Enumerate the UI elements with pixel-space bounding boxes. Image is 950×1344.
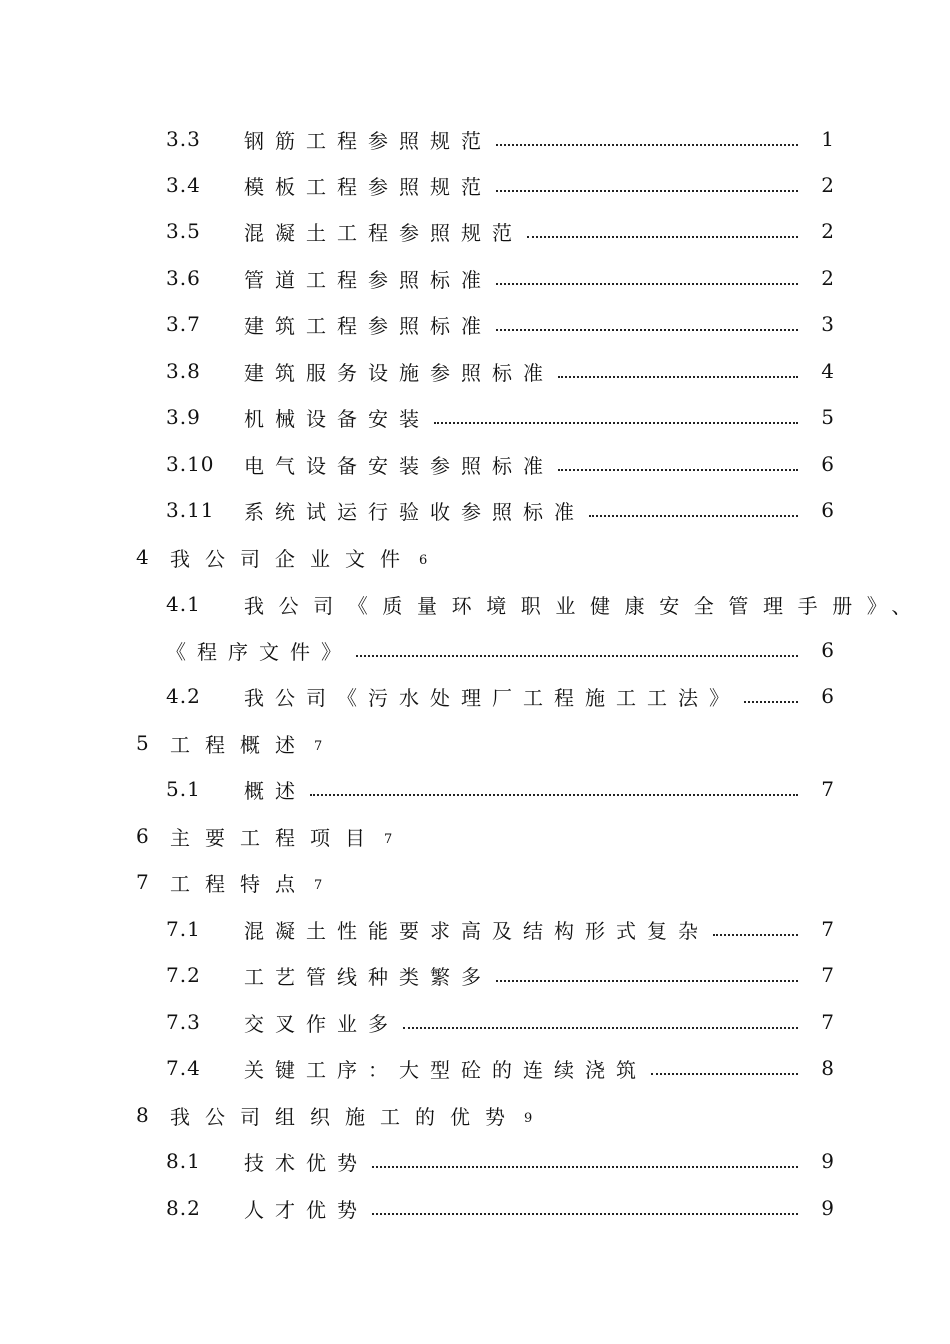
toc-entry-title: 钢筋工程参照规范 <box>244 128 492 153</box>
toc-chapter-number: 7 <box>136 870 149 894</box>
toc-entry-number: 5.1 <box>166 777 201 801</box>
toc-entry[interactable] <box>166 487 834 533</box>
toc-chapter-number: 8 <box>136 1103 149 1127</box>
toc-entry-title: 电气设备安装参照标准 <box>244 453 554 478</box>
toc-entry[interactable] <box>166 952 834 998</box>
toc-chapter-title: 主要工程项目 <box>170 825 380 850</box>
toc-chapter[interactable] <box>136 720 836 766</box>
toc-entry-title: 技术优势 <box>244 1150 368 1175</box>
toc-chapter[interactable] <box>136 534 836 580</box>
dot-leader <box>372 1164 798 1168</box>
toc-entry-title: 交叉作业多 <box>244 1011 399 1036</box>
toc-entry-page: 8 <box>821 1056 834 1080</box>
toc-chapter-page: 6 <box>419 552 428 568</box>
toc-entry[interactable] <box>166 1185 834 1231</box>
toc-entry-page: 2 <box>821 173 834 197</box>
toc-entry[interactable] <box>166 906 834 952</box>
toc-entry-number: 8.1 <box>166 1149 201 1173</box>
dot-leader <box>527 234 798 238</box>
toc-entry-page: 3 <box>821 312 834 336</box>
dot-leader <box>744 699 798 703</box>
toc-entry-title: 管道工程参照标准 <box>244 267 492 292</box>
toc-chapter[interactable] <box>136 859 836 905</box>
toc-entry[interactable] <box>166 301 834 347</box>
toc-entry-title: 《程序文件》 <box>166 639 352 664</box>
toc-entry-number: 4.2 <box>166 684 201 708</box>
toc-entry-title: 建筑工程参照标准 <box>244 313 492 338</box>
toc-chapter-page: 7 <box>314 877 323 893</box>
toc-entry[interactable] <box>166 999 834 1045</box>
toc-entry-page: 2 <box>821 219 834 243</box>
toc-entry-number: 3.9 <box>166 405 201 429</box>
toc-entry-title: 概述 <box>244 778 306 803</box>
toc-chapter-number: 4 <box>136 545 149 569</box>
toc-entry-page: 7 <box>821 917 834 941</box>
dot-leader <box>496 281 798 285</box>
toc-entry-title: 建筑服务设施参照标准 <box>244 360 554 385</box>
toc-entry-number: 3.11 <box>166 498 215 522</box>
dot-leader <box>558 374 798 378</box>
toc-entry-number: 7.3 <box>166 1010 201 1034</box>
toc-entry[interactable] <box>166 673 834 719</box>
toc-entry[interactable] <box>166 441 834 487</box>
toc-entry-title: 混凝土工程参照规范 <box>244 220 523 245</box>
toc-entry-title: 工艺管线种类繁多 <box>244 964 492 989</box>
toc-entry-number: 8.2 <box>166 1196 201 1220</box>
toc-entry-title: 关键工序：大型砼的连续浇筑 <box>244 1057 647 1082</box>
toc-chapter-title: 我公司组织施工的优势 <box>170 1104 520 1129</box>
toc-entry[interactable] <box>166 116 834 162</box>
toc-entry-number: 3.7 <box>166 312 201 336</box>
dot-leader <box>496 978 798 982</box>
dot-leader <box>310 792 798 796</box>
toc-entry-page: 7 <box>821 777 834 801</box>
toc-entry-title: 我公司《质量环境职业健康安全管理手册》、 <box>244 593 926 618</box>
toc-entry[interactable] <box>166 348 834 394</box>
toc-entry-continuation[interactable] <box>166 627 834 673</box>
dot-leader <box>651 1071 798 1075</box>
toc-chapter-number: 6 <box>136 824 149 848</box>
toc-entry-number: 7.4 <box>166 1056 201 1080</box>
toc-entry-number: 3.6 <box>166 266 201 290</box>
toc-chapter-page: 7 <box>314 738 323 754</box>
toc-entry-page: 2 <box>821 266 834 290</box>
toc-entry-page: 6 <box>821 638 834 662</box>
dot-leader <box>558 467 798 471</box>
dot-leader <box>434 420 798 424</box>
toc-entry-title: 系统试运行验收参照标准 <box>244 499 585 524</box>
toc-entry-title: 机械设备安装 <box>244 406 430 431</box>
toc-entry-number: 3.10 <box>166 452 215 476</box>
toc-entry[interactable] <box>166 1045 834 1091</box>
toc-entry-page: 7 <box>821 1010 834 1034</box>
toc-entry-page: 5 <box>821 405 834 429</box>
toc-entry-number: 3.3 <box>166 127 201 151</box>
toc-chapter[interactable] <box>136 1092 836 1138</box>
dot-leader <box>713 932 798 936</box>
dot-leader <box>589 513 798 517</box>
toc-entry-number: 3.5 <box>166 219 201 243</box>
toc-entry-title: 模板工程参照规范 <box>244 174 492 199</box>
toc-entry[interactable] <box>166 162 834 208</box>
dot-leader <box>496 188 798 192</box>
toc-entry-title: 人才优势 <box>244 1197 368 1222</box>
toc-entry-page: 6 <box>821 684 834 708</box>
toc-entry-number: 4.1 <box>166 592 201 616</box>
toc-entry-page: 9 <box>821 1196 834 1220</box>
toc-entry-number: 3.8 <box>166 359 201 383</box>
toc-entry[interactable] <box>166 1138 834 1184</box>
toc-entry-page: 9 <box>821 1149 834 1173</box>
toc-entry[interactable] <box>166 255 834 301</box>
dot-leader <box>496 327 798 331</box>
toc-entry[interactable] <box>166 394 834 440</box>
toc-entry-number: 3.4 <box>166 173 201 197</box>
toc-entry-title: 我公司《污水处理厂工程施工工法》 <box>244 685 740 710</box>
dot-leader <box>356 653 798 657</box>
toc-entry-page: 7 <box>821 963 834 987</box>
toc-chapter-page: 9 <box>524 1110 533 1126</box>
toc-chapter-title: 我公司企业文件 <box>170 546 415 571</box>
toc-entry-page: 6 <box>821 498 834 522</box>
toc-chapter[interactable] <box>136 813 836 859</box>
toc-chapter-title: 工程特点 <box>170 871 310 896</box>
dot-leader <box>372 1211 798 1215</box>
toc-chapter-page: 7 <box>384 831 393 847</box>
toc-entry-number: 7.2 <box>166 963 201 987</box>
toc-entry-page: 6 <box>821 452 834 476</box>
toc-entry-page: 4 <box>821 359 834 383</box>
toc-entry[interactable] <box>166 581 926 627</box>
toc-entry-page: 1 <box>821 127 834 151</box>
toc-chapter-title: 工程概述 <box>170 732 310 757</box>
toc-chapter-number: 5 <box>136 731 149 755</box>
toc-entry-title: 混凝土性能要求高及结构形式复杂 <box>244 918 709 943</box>
dot-leader <box>496 142 798 146</box>
toc-entry[interactable] <box>166 208 834 254</box>
toc-entry-number: 7.1 <box>166 917 201 941</box>
toc-entry[interactable] <box>166 766 834 812</box>
dot-leader <box>403 1025 798 1029</box>
